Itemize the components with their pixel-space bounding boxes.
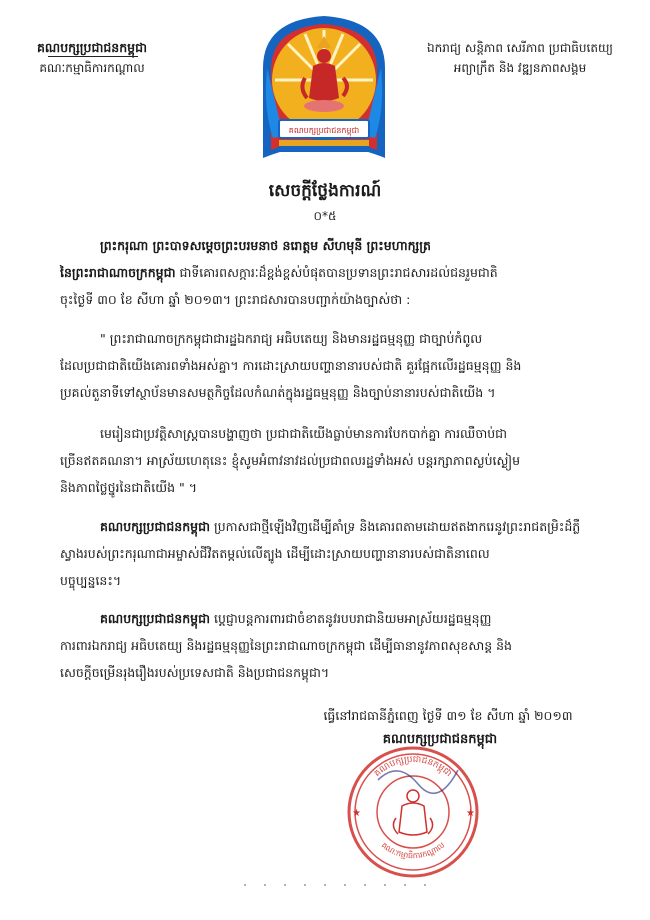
- quote-line5: ច្រើនឥតគណនា។ អាស្រ័យហេតុនេះ ខ្ញុំសូមអំពាវនាវដល់ប្រជាពលរដ្ឋទាំងអស់ បន្តរក្សាភាពស្ងប់ស្ងៀម: [60, 453, 521, 468]
- quote-line6: និងភាពថ្លៃថ្នូរនៃជាតិយើង " ។: [60, 480, 197, 495]
- p2-line2: ស្វាងរបស់ព្រះករុណាជាអម្ចាស់ជីវិតតម្កល់លើត្បូង ដើម្បីដោះស្រាយបញ្ហានានារបស់ជាតិនាពេល: [60, 546, 490, 561]
- p1-line2: [60, 259, 625, 286]
- national-motto-line1: ឯករាជ្យ សន្តិភាព សេរីភាព ប្រជាធិបតេយ្យ: [427, 41, 613, 55]
- p3-party-name: គណបក្សប្រជាជនកម្ពុជា: [100, 611, 210, 626]
- p2-line1-rest: ប្រកាសជាថ្មីឡើងវិញដើម្បីគាំទ្រ និងគោរពតាមដោយឥតងាករេនូវព្រះរាជតម្រិះដ៏ភ្លឺ: [210, 519, 581, 534]
- header-divider: [48, 56, 138, 57]
- central-committee-header: គណៈកម្មាធិការកណ្តាល: [39, 61, 145, 75]
- p1-line3: ចុះថ្ងៃទី ៣០ ខែ សីហា ឆ្នាំ ២០១៣។ ព្រះរាជសារបានបញ្ជាក់យ៉ាងច្បាស់ថា :: [60, 292, 411, 307]
- p2-line1: [100, 513, 625, 540]
- p2-party-name: គណបក្សប្រជាជនកម្ពុជា: [100, 519, 210, 534]
- p3-line1: [100, 605, 625, 632]
- document-ref-number: ០*៥: [313, 209, 337, 223]
- svg-text:★: ★: [466, 808, 475, 819]
- p1-line1: ព្រះករុណា ព្រះបាទសម្តេចព្រះបរមនាថ នរោត្តម សីហមុនី ព្រះមហាក្សត្រ: [100, 238, 431, 253]
- quote-line3: ប្រគល់តួនាទីទៅស្ថាប័នមានសមត្ថកិច្ចដែលកំណត់ក្នុងរដ្ឋធម្មនុញ្ញ និងច្បាប់នានារបស់ជាតិយើង ។: [60, 385, 496, 400]
- national-motto-line2: អព្យាក្រឹត និង វឌ្ឍនភាពសង្គម: [453, 61, 587, 75]
- emblem-banner-text: គណបក្សប្រជាជនកម្ពុជា: [288, 126, 360, 135]
- seal-bottom-text: គណៈកម្មាធិការកណ្តាល: [379, 840, 447, 861]
- quote-line4: មេរៀនជាប្រវត្តិសាស្ត្របានបង្ហាញថា ប្រជាជាតិយើងធ្លាប់មានការបែកបាក់គ្នា ការឈឺចាប់ជា: [100, 426, 508, 441]
- svg-text:★: ★: [352, 808, 361, 819]
- p2-line3: បច្ចុប្បន្ននេះ។: [60, 573, 122, 588]
- p3-line1-rest: ប្តេជ្ញាបន្តការពារជាចំខាតនូវរបបរាជានិយមអាស្រ័យរដ្ឋធម្មនុញ្ញ: [210, 611, 492, 626]
- p3-line2: ការពារឯករាជ្យ អធិបតេយ្យ និងរដ្ឋធម្មនុញ្ញនៃព្រះរាជាណាចក្រកម្ពុជា ដើម្បីធានានូវភាពសុខសាន្ត និង: [60, 638, 512, 653]
- seal-top-text: គណបក្សប្រជាជនកម្ពុជា: [372, 754, 454, 780]
- official-seal-stamp: [338, 740, 488, 880]
- document-title: សេចក្តីថ្លែងការណ៍: [268, 181, 382, 201]
- footer-dots: [235, 882, 435, 888]
- p3-line3: សេចក្តីចម្រើនរុងរឿងរបស់ប្រទេសជាតិ និងប្រជាជនកម្ពុជា។: [60, 665, 330, 680]
- p1-line2-rest: ជាទីគោរពសក្ការៈដ៏ខ្ពង់ខ្ពស់បំផុតបានប្រទានព្រះរាជសារដល់ជនរួមជាតិ: [175, 265, 498, 280]
- quote-line1: " ព្រះរាជាណាចក្រកម្ពុជាជារដ្ឋឯករាជ្យ អធិបតេយ្យ និងមានរដ្ឋធម្មនុញ្ញ ជាច្បាប់កំពូល: [100, 331, 483, 346]
- signature-org-name: គណបក្សប្រជាជនកម្ពុជា: [382, 732, 498, 747]
- quote-line2: ដែលប្រជាជាតិយើងគោរពទាំងអស់គ្នា។ ការដោះស្រាយបញ្ហានានារបស់ជាតិ គួរផ្អែកលើរដ្ឋធម្មនុញ្ញ និង: [60, 358, 522, 373]
- party-name-header: គណបក្សប្រជាជនកម្ពុជា: [37, 40, 147, 55]
- svg-text:គណៈកម្មាធិការកណ្តាល: [380, 840, 447, 860]
- p1-line2-bold: នៃព្រះរាជាណាចក្រកម្ពុជា: [60, 265, 176, 280]
- party-emblem-logo: [243, 8, 405, 168]
- date-line: ធ្វើនៅរាជធានីភ្នំពេញ ថ្ងៃទី ៣១ ខែ សីហា ឆ្នាំ ២០១៣: [323, 708, 573, 723]
